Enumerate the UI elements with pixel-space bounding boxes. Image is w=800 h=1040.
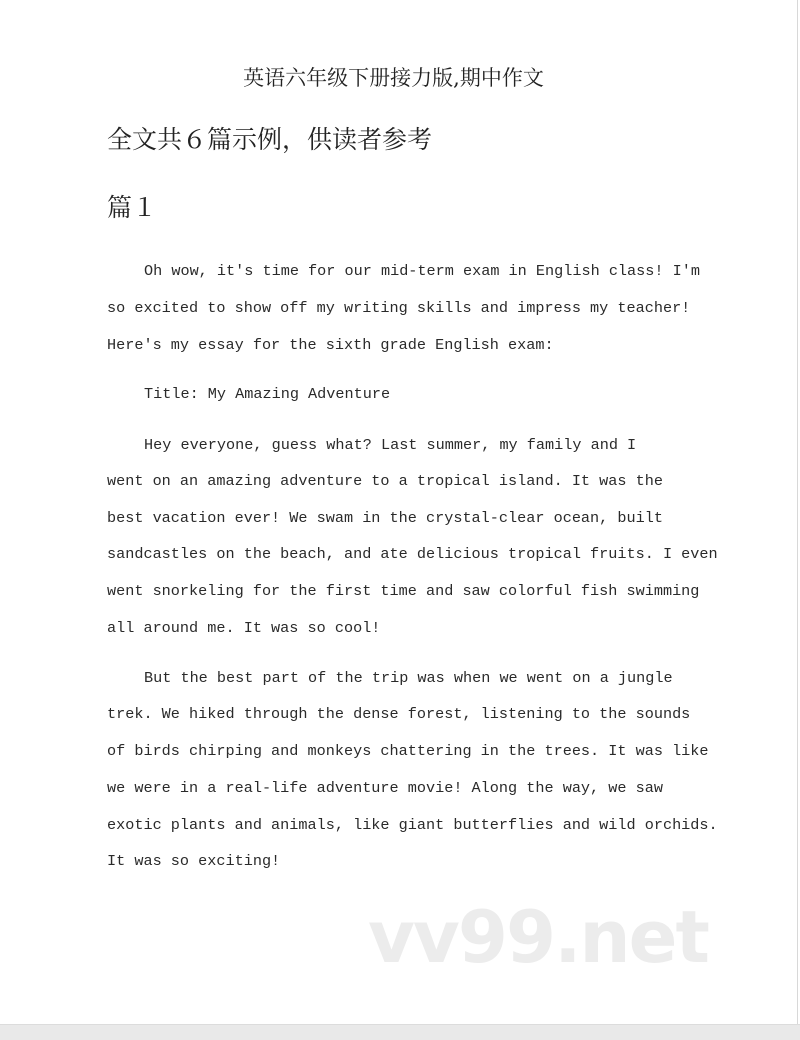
paragraph-line: sandcastles on the beach, and ate delicious tropical fruits. I even <box>107 545 718 563</box>
paragraph-line: of birds chirping and monkeys chattering in the trees. It was like <box>107 742 709 760</box>
paragraph-line: so excited to show off my writing skills and impress my teacher! <box>107 299 691 317</box>
watermark: vv99.net <box>368 895 708 979</box>
paragraph-line: trek. We hiked through the dense forest, listening to the sounds <box>107 705 691 723</box>
paragraph-line: best vacation ever! We swam in the crystal-clear ocean, built <box>107 509 663 527</box>
document-title: 英语六年级下册接力版,期中作文 <box>243 66 544 90</box>
page-gap-bar <box>0 1024 800 1040</box>
paragraph-line: all around me. It was so cool! <box>107 619 381 637</box>
section-heading: 篇１ <box>107 193 158 222</box>
paragraph-line: Oh wow, it's time for our mid-term exam in English class! I'm <box>144 262 700 280</box>
paragraph-line: we were in a real-life adventure movie! Along the way, we saw <box>107 779 663 797</box>
paragraph-line: exotic plants and animals, like giant butterflies and wild orchids. <box>107 816 718 834</box>
essay-title-line: Title: My Amazing Adventure <box>144 385 391 403</box>
paragraph-line: Hey everyone, guess what? Last summer, my family and I <box>144 436 637 454</box>
paragraph-line: Here's my essay for the sixth grade English exam: <box>107 336 554 354</box>
paragraph-line: But the best part of the trip was when we went on a jungle <box>144 669 673 687</box>
paragraph-line: went snorkeling for the first time and saw colorful fish swimming <box>107 582 700 600</box>
document-subtitle: 全文共６篇示例，供读者参考 <box>107 125 433 154</box>
paragraph-line: went on an amazing adventure to a tropical island. It was the <box>107 472 663 490</box>
paragraph-line: It was so exciting! <box>107 852 281 870</box>
